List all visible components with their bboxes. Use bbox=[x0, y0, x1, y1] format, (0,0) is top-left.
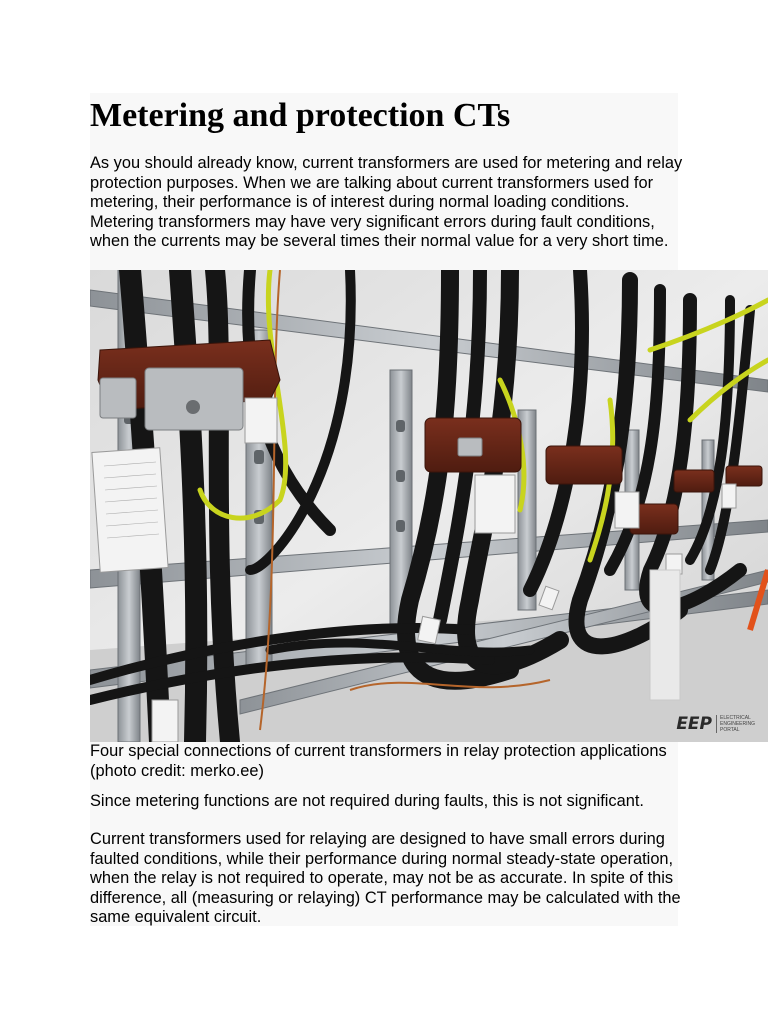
relaying-paragraph: Current transformers used for relaying are designed to have small errors during faulted conditions, while their performance during normal steady-state operation, when the relay is not required to operate, may not be as accurate. In spite of this difference, all (measuring or relaying) CT performance may be calculated with the same equivalent circuit. bbox=[90, 830, 681, 926]
photo-illustration bbox=[90, 270, 768, 742]
eep-logo-subtext: ELECTRICAL ENGINEERING PORTAL bbox=[716, 715, 764, 733]
metering-paragraph: Since metering functions are not required during faults, this is not significant. bbox=[90, 792, 644, 810]
eep-logo bbox=[676, 714, 764, 734]
page-title: Metering and protection CTs bbox=[90, 97, 511, 134]
figure-caption: Four special connections of current transformers in relay protection applications (photo credit: merko.ee) bbox=[90, 742, 667, 780]
ct-installation-photo bbox=[90, 270, 768, 742]
eep-logo-mark: EEP bbox=[676, 714, 712, 734]
intro-paragraph: As you should already know, current transformers are used for metering and relay protection purposes. When we are talking about current transformers used for metering, their performance is of interest during normal loading conditions. Metering transformers may have very significant errors during fault conditions, when the currents may be several times their normal value for a very short time. bbox=[90, 154, 683, 250]
